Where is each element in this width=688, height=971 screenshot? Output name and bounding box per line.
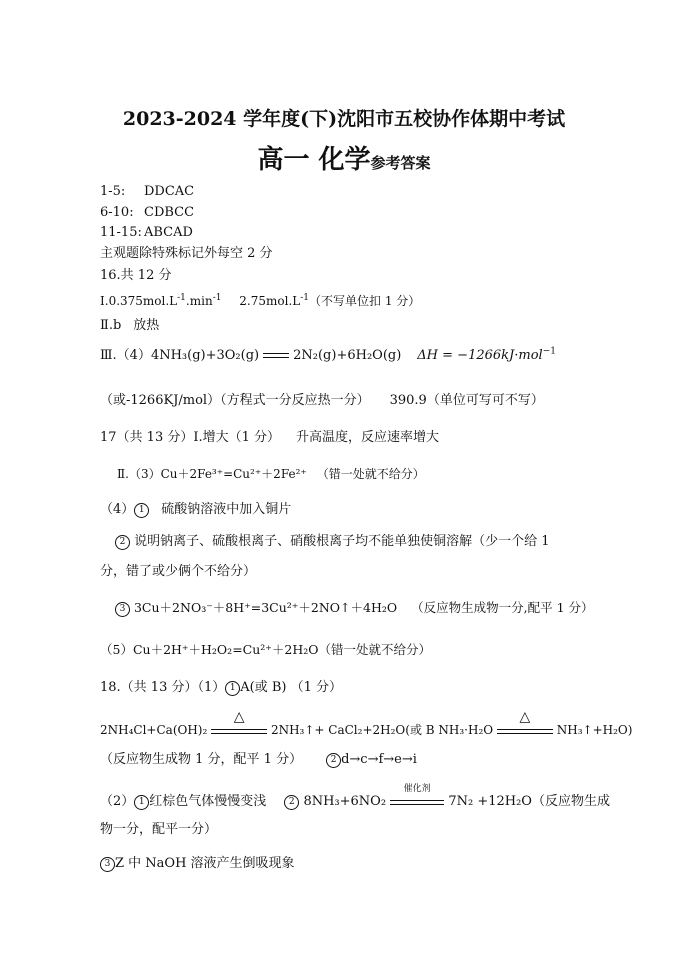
mc-row-2 [100, 205, 194, 221]
q17-part5 [100, 642, 431, 658]
equation-rhs: 2N₂(g)+6H₂O(g) [293, 348, 402, 363]
catalyst-equals-sign [390, 783, 444, 808]
mc-row-3 [100, 225, 193, 241]
circled-number: 3 [115, 602, 130, 617]
q17-head [100, 430, 439, 446]
circled-number: 1 [134, 795, 149, 810]
part-label: （4） [100, 502, 135, 517]
q18-part2 [100, 783, 610, 810]
q17-part4-3 [115, 600, 594, 617]
q18-equation-1-note [100, 752, 417, 768]
sup: −1 [542, 346, 556, 357]
note: （反应物生成物一分,配平 1 分） [411, 600, 594, 615]
circled-number: 2 [284, 795, 299, 810]
answer-rate: 0.375mol.L [108, 294, 178, 308]
heat-equals-sign [497, 708, 553, 737]
equation: Cu＋2H⁺＋H₂O₂=Cu²⁺＋2H₂O [132, 642, 319, 657]
part-label: （5） [100, 642, 133, 657]
q18-part3 [100, 856, 295, 872]
mc-range: 1-5: [100, 184, 126, 199]
answer-1: b [112, 318, 122, 333]
part-label: Ⅲ.（4） [100, 348, 151, 363]
answer: d→c→f→e→i [341, 752, 417, 767]
subtitle [0, 143, 688, 180]
part-label: （2） [100, 794, 135, 809]
mc-answers: CDBCC [144, 205, 195, 220]
equation: Cu＋2Fe³⁺=Cu²⁺＋2Fe²⁺ [160, 467, 307, 481]
enthalpy: ΔH = −1266kJ·mol [417, 348, 543, 363]
note: （错一处就不给分） [318, 642, 432, 657]
answer-energy: 390.9 [389, 393, 427, 408]
note: （反应物生成物 1 分，配平 1 分） [100, 752, 303, 767]
circled-number: 1 [225, 681, 240, 696]
heat-triangle-icon: △ [233, 708, 245, 725]
exam-title: 2023-2024 学年度(下)沈阳市五校协作体期中考试 [122, 108, 566, 130]
q16-part3-note [100, 393, 544, 409]
sup: -1 [177, 293, 186, 303]
subtitle-small: 参考答案 [370, 154, 431, 172]
answer: Z 中 NaOH 溶液产生倒吸现象 [115, 856, 295, 871]
catalyst-label: 催化剂 [403, 783, 431, 794]
circled-number: 3 [100, 857, 115, 872]
answer-2: 放热 [133, 318, 160, 333]
q17-part4-2-cont: 分，错了或少俩个不给分） [100, 564, 257, 579]
circled-number: 2 [326, 753, 341, 768]
q16-part2 [100, 318, 159, 334]
q18-part2-note: 物一分，配平一分） [100, 822, 218, 837]
part-label: Ⅰ. [100, 294, 109, 308]
q18-head [100, 680, 342, 696]
mc-range: 11-15: [100, 225, 142, 240]
note: （单位可写可不写） [426, 393, 544, 408]
equation-rhs: 2NH₃↑+ CaCl₂+2H₂O(或 B NH₃·H₂O [270, 723, 494, 737]
q17-part2 [117, 466, 425, 482]
answer: 硫酸钠溶液中加入铜片 [161, 502, 292, 517]
part-label: Ⅱ.（3） [117, 467, 161, 481]
equation-lhs: 2NH₄Cl+Ca(OH)₂ [100, 723, 208, 737]
note: （错一处就不给分） [316, 467, 425, 481]
answer-conc: 2.75mol.L [239, 294, 301, 308]
q18-part1: 18.（共 13 分）（1） [100, 680, 226, 695]
equation-rhs: 7N₂ +12H₂O（反应物生成 [448, 794, 610, 809]
q16-head: 16.共 12 分 [100, 268, 172, 283]
equation-lhs: 4NH₃(g)+3O₂(g) [150, 348, 260, 363]
mc-range: 6-10: [100, 205, 134, 220]
equation-lhs: 8NH₃+6NO₂ [303, 794, 387, 809]
equation: 3Cu＋2NO₃⁻＋8H⁺=3Cu²⁺＋2NO↑＋4H₂O [133, 600, 398, 615]
mc-row-1 [100, 184, 194, 200]
answer: 红棕色气体慢慢变浅 [149, 794, 267, 809]
q17-part4-1 [100, 502, 291, 518]
equation-rhs: NH₃↑+H₂O) [556, 723, 633, 737]
circled-number: 1 [134, 503, 149, 518]
answer: 升高温度，反应速率增大 [296, 430, 440, 445]
sup: -1 [300, 293, 310, 303]
q16-part1 [100, 293, 420, 309]
circled-number: 2 [115, 535, 130, 550]
mc-answers: ABCAD [144, 225, 193, 240]
q18-equation-1 [100, 708, 633, 738]
equals-sign [263, 352, 289, 360]
q17-part4-2 [115, 534, 550, 550]
answer: A(或 B) （1 分） [240, 680, 343, 695]
mc-answers: DDCAC [144, 184, 195, 199]
q17-part1: 17（共 13 分）Ⅰ.增大（1 分） [100, 430, 281, 445]
note: （或-1266KJ/mol）（方程式一分反应热一分） [100, 393, 370, 408]
answer-rate-unit: .min [185, 294, 213, 308]
answer: 说明钠离子、硫酸根离子、硝酸根离子均不能单独使铜溶解（少一个给 1 [134, 534, 550, 549]
sup: -1 [212, 293, 222, 303]
scoring-note: 主观题除特殊标记外每空 2 分 [100, 246, 273, 261]
part-label: Ⅱ. [100, 318, 113, 333]
subtitle-main: 高一 化学 [257, 145, 371, 175]
q16-part3-equation [100, 348, 556, 364]
heat-equals-sign [211, 708, 267, 737]
heat-triangle-icon: △ [519, 708, 531, 725]
note: （不写单位扣 1 分） [309, 294, 421, 308]
